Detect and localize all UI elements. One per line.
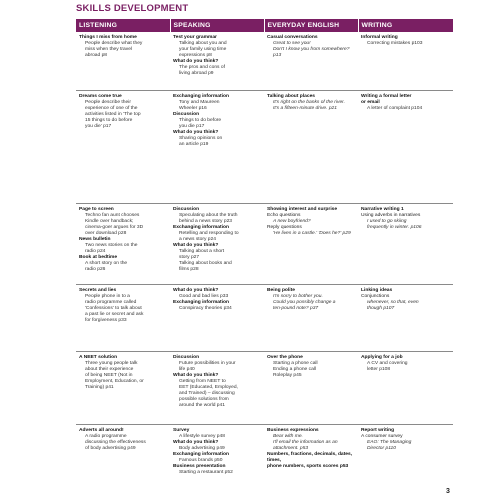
cell-text: your family using time [179, 47, 227, 52]
cell-heading: Things I miss from home [79, 35, 137, 40]
cell-writing [358, 351, 453, 424]
cell-heading: Linking ideas [361, 287, 393, 293]
table-row [76, 203, 453, 284]
cell-text: A lifestyle survey p48 [179, 433, 225, 439]
cell-text: experience of one of the [85, 105, 138, 111]
cell-text: films p28 [179, 266, 199, 272]
cell-speaking [170, 90, 264, 203]
cell-text: EET (Educated, Employed, [179, 384, 238, 390]
cell-text: Starting a phone call [273, 360, 318, 366]
cell-text: Kindle over handback; [85, 218, 134, 224]
cell-text: Roleplay p45 [273, 372, 302, 378]
cell-writing [358, 424, 453, 490]
cell-heading: What do you think? [173, 372, 219, 378]
cell-text: of body advertising p49 [85, 445, 136, 451]
cell-example: It's a fifteen-minute drive. p21 [273, 105, 338, 111]
cell-example: Could you possibly change a [273, 299, 336, 305]
cell-listening [76, 351, 170, 424]
cell-text: Wheeler p16 [179, 105, 207, 111]
page-number: 3 [446, 488, 450, 495]
cell-heading: What do you think? [173, 59, 219, 64]
cell-heading: Exchanging information [173, 451, 229, 457]
column-header-listening: LISTENING [76, 19, 170, 32]
cell-text: cinema-goer argues for 3D [85, 224, 144, 230]
cell-writing [358, 284, 453, 351]
cell-heading: phone numbers, sports scores p53 [267, 463, 349, 469]
cell-heading: Exchanging information [173, 224, 229, 230]
table-row [76, 424, 453, 490]
cell-text: 15 things to do before [85, 117, 133, 123]
cell-text: Employment, Education, or [85, 378, 144, 384]
cell-writing [358, 90, 453, 203]
cell-writing [358, 203, 453, 284]
cell-text: A short story on the [85, 260, 128, 266]
cell-text: Getting from NEET to [179, 378, 226, 384]
cell-text: A CV and covering [367, 360, 408, 366]
section-title: SKILLS DEVELOPMENT [76, 3, 189, 14]
cell-subheading: Conjunctions [361, 293, 390, 299]
cell-text: Training) p41 [85, 384, 114, 390]
cell-text: Body advertising p49 [179, 445, 225, 451]
cell-text: Ending a phone call [273, 366, 316, 372]
cell-text: living abroad p9 [179, 71, 214, 76]
cell-text: Two news stories on the [85, 242, 138, 248]
cell-everyday-english [264, 32, 358, 90]
cell-text: story p27 [179, 254, 200, 260]
cell-heading: Adverts all around! [79, 427, 124, 433]
cell-subheading: Using adverbs in narratives [361, 212, 421, 218]
cell-subheading: A consumer survey [361, 433, 403, 439]
cell-heading: Business presentation [173, 463, 226, 469]
cell-listening [76, 90, 170, 203]
table-row [76, 32, 453, 90]
cell-example: A new boyfriend? [273, 218, 311, 224]
cell-text: People describe what they [85, 41, 143, 46]
cell-heading: Secrets and lies [79, 287, 117, 293]
cell-heading: Business expressions [267, 427, 319, 433]
cell-text: a news story p24 [179, 236, 216, 242]
cell-text: A letter of complaint p104 [367, 105, 423, 111]
cell-heading: Numbers, fractions, decimals, dates, times, [267, 451, 353, 463]
column-header-everyday-english: EVERYDAY ENGLISH [264, 19, 358, 32]
cell-example: It's right on the banks of the river. [273, 99, 345, 105]
cell-heading: Exchanging information [173, 299, 229, 305]
cell-heading: Writing a formal letter [361, 93, 412, 99]
cell-heading: Exchanging information [173, 93, 229, 99]
table-header [76, 19, 453, 32]
cell-speaking [170, 32, 264, 90]
cell-heading: Test your grammar [173, 35, 217, 40]
cell-text: A radio programme [85, 433, 127, 439]
cell-heading: Casual conversations [267, 35, 318, 40]
table-row [76, 90, 453, 203]
cell-example: I used to go skiing [367, 218, 407, 224]
cell-text: behind a news story p23 [179, 218, 233, 224]
cell-text: Techno fan aunt chooses [85, 212, 140, 218]
cell-heading: What do you think? [173, 439, 219, 445]
skills-table [76, 19, 453, 490]
cell-heading: or email [361, 99, 380, 105]
table-row [76, 284, 453, 351]
cell-text: and Trained) – discussing [179, 390, 235, 396]
cell-heading: Being polite [267, 287, 295, 293]
cell-speaking [170, 424, 264, 490]
cell-heading: News bulletin [79, 236, 111, 242]
cell-listening [76, 203, 170, 284]
cell-heading: What do you think? [173, 129, 219, 135]
cell-example: Director p110 [367, 445, 396, 451]
cell-everyday-english [264, 424, 358, 490]
cell-example: ten-pound note? p37 [273, 305, 319, 311]
cell-heading: Talking about places [267, 93, 316, 99]
cell-text: Retelling and responding to [179, 230, 239, 236]
cell-text: Sharing opinions on [179, 135, 223, 141]
cell-speaking [170, 351, 264, 424]
cell-text: Three young people talk [85, 360, 138, 366]
cell-text: miss when they travel [85, 47, 133, 52]
cell-text: Conspiracy theories p34 [179, 305, 232, 311]
cell-text: life p40 [179, 366, 195, 372]
cell-text: People describe their [85, 99, 131, 105]
cell-text: expressions p8 [179, 53, 212, 58]
cell-text: discussing the effectiveness [85, 439, 146, 445]
cell-text: The pros and cons of [179, 65, 225, 70]
cell-listening [76, 32, 170, 90]
cell-text: Famous brands p50 [179, 457, 223, 463]
cell-text: Speculating about the truth [179, 212, 238, 218]
cell-heading: Discussion [173, 206, 200, 212]
cell-text: Good and bad lies p33 [179, 293, 229, 299]
cell-example: whenever, so that, even [367, 299, 419, 305]
cell-listening [76, 284, 170, 351]
cell-writing [358, 32, 453, 90]
cell-text: radio p26 [85, 266, 106, 272]
cell-example: 'He lives in a castle.' 'Does he?' p29 [273, 230, 351, 236]
cell-text: activities listed in 'The top [85, 111, 141, 117]
cell-example: frequently in winter. p106 [367, 224, 422, 230]
cell-text: possible solutions from [179, 396, 229, 402]
cell-heading: Report writing [361, 427, 395, 433]
cell-heading: Informal writing [361, 35, 398, 40]
cell-heading: Book at bedtime [79, 254, 118, 260]
cell-text: radio p24 [85, 248, 106, 254]
cell-text: about their experience [85, 366, 134, 372]
cell-text: a past lie or secret and ask [85, 311, 144, 317]
cell-example: EAO: The Managing [367, 439, 412, 445]
cell-text: Tony and Maureen [179, 99, 220, 105]
cell-heading: Survey [173, 427, 190, 433]
cell-heading: Applying for a job [361, 354, 403, 360]
cell-text: letter p108 [367, 366, 391, 372]
cell-text: over download p28 [85, 230, 127, 236]
cell-text: for forgiveness p33 [85, 317, 127, 323]
cell-text: around the world p41 [179, 402, 225, 408]
cell-example: Bear with me. [273, 433, 303, 439]
cell-subheading: Echo questions [267, 212, 301, 218]
cell-text: Starting a restaurant p52 [179, 469, 233, 475]
cell-heading: Discussion [173, 111, 200, 117]
cell-text: you die' p17 [85, 123, 112, 129]
cell-heading: Page to screen [79, 206, 114, 212]
cell-heading: Narrative writing 1 [361, 206, 404, 212]
cell-everyday-english [264, 203, 358, 284]
cell-text: Talking about a short [179, 248, 225, 254]
cell-heading: Discussion [173, 354, 200, 360]
cell-everyday-english [264, 284, 358, 351]
cell-text: Talking about books and [179, 260, 232, 266]
cell-text: Talking about you and [179, 41, 227, 46]
cell-heading: Over the phone [267, 354, 303, 360]
cell-text: Future possibilities in your [179, 360, 236, 366]
cell-heading: What do you think? [173, 287, 219, 293]
column-header-speaking: SPEAKING [170, 19, 264, 32]
cell-everyday-english [264, 90, 358, 203]
table-body [76, 32, 453, 490]
cell-text: Things to do before [179, 117, 222, 123]
cell-heading: Showing interest and surprise [267, 206, 338, 212]
cell-heading: Dreams come true [79, 93, 122, 99]
cell-text: 'Confessions' to talk about [85, 305, 142, 311]
cell-example: I'll email the information as an [273, 439, 338, 445]
cell-heading: A NEET solution [79, 354, 118, 360]
table-row [76, 351, 453, 424]
cell-example: Great to see you! [273, 41, 311, 46]
cell-speaking [170, 284, 264, 351]
cell-example: attachment. p53 [273, 445, 309, 451]
cell-speaking [170, 203, 264, 284]
cell-listening [76, 424, 170, 490]
cell-subheading: Reply questions [267, 224, 302, 230]
cell-text: an article p19 [179, 141, 209, 147]
cell-example: I'm sorry to bother you. [273, 293, 323, 299]
cell-text: of being NEET (Not in [85, 372, 133, 378]
cell-text: you die p17 [179, 123, 205, 129]
cell-text: abroad p8 [85, 53, 108, 58]
cell-text: People phone in to a [85, 293, 130, 299]
cell-text: Correcting mistakes p103 [367, 41, 423, 46]
cell-heading: What do you think? [173, 242, 219, 248]
cell-text: radio programme called [85, 299, 137, 305]
cell-everyday-english [264, 351, 358, 424]
cell-example: though p107 [367, 305, 395, 311]
cell-example: Don't I know you from somewhere? p13 [273, 47, 350, 58]
column-header-writing: WRITING [358, 19, 453, 32]
